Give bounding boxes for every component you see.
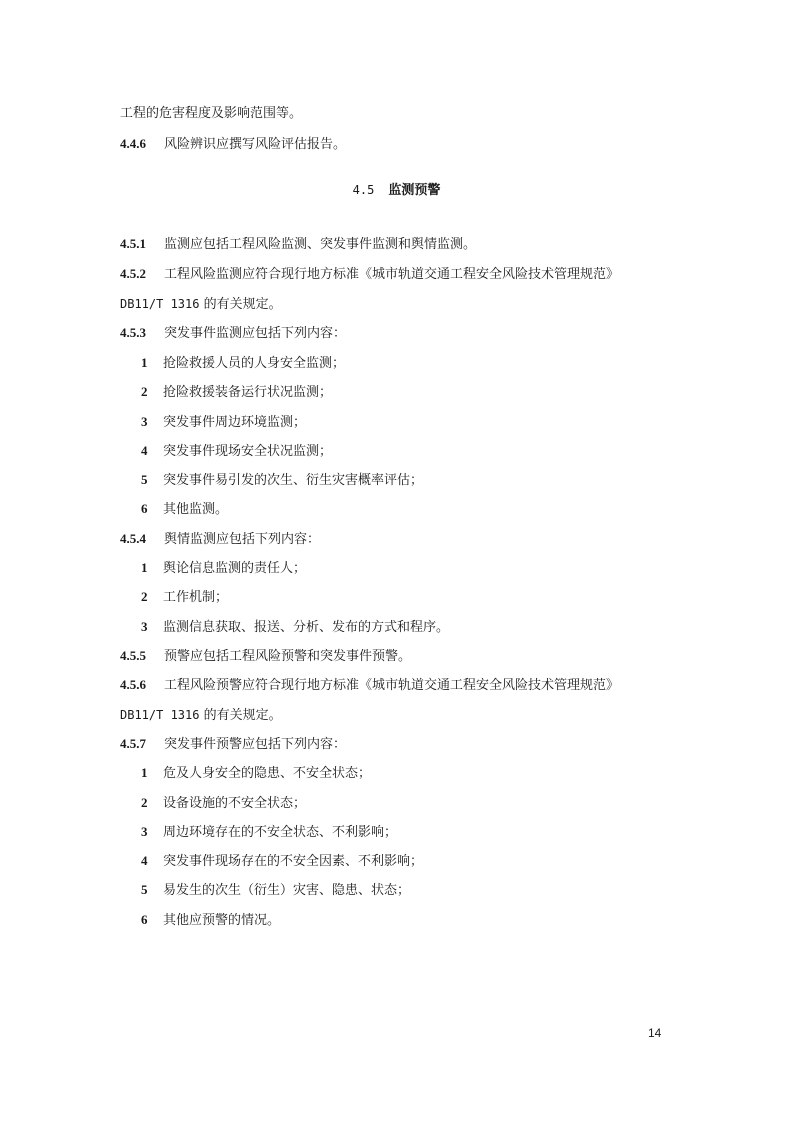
list-item: 2 工作机制； xyxy=(141,589,229,605)
clause-4-5-7 xyxy=(120,736,346,753)
list-item: 6 其他监测。 xyxy=(141,501,229,517)
clause-number: 4.5.4 xyxy=(120,531,146,546)
standard-reference: DB11/T 1316 xyxy=(120,297,200,311)
section-title: 监测预警 xyxy=(388,183,441,198)
clause-number: 4.5.3 xyxy=(120,325,146,340)
clause-text: 预警应包括工程风险预警和突发事件预警。 xyxy=(164,649,412,664)
list-item: 5 突发事件易引发的次生、衍生灾害概率评估； xyxy=(141,472,424,488)
clause-number: 4.5.2 xyxy=(120,266,146,281)
clause-4-5-6-continued xyxy=(120,707,282,724)
list-item: 5 易发生的次生（衍生）灾害、隐患、状态； xyxy=(141,882,411,898)
list-item: 1 舆论信息监测的责任人； xyxy=(141,560,307,576)
clause-4-5-2 xyxy=(120,266,619,283)
clause-4-5-3 xyxy=(120,325,346,342)
clause-number: 4.5.6 xyxy=(120,677,146,692)
clause-text: 监测应包括工程风险监测、突发事件监测和舆情监测。 xyxy=(164,237,477,252)
clause-number: 4.4.6 xyxy=(120,136,146,151)
list-item: 6 其他应预警的情况。 xyxy=(141,912,281,928)
clause-4-5-5 xyxy=(120,648,411,665)
clause-text: 舆情监测应包括下列内容： xyxy=(164,532,321,547)
clause-4-5-6 xyxy=(120,677,619,694)
clause-text: 风险辨识应撰写风险评估报告。 xyxy=(164,137,347,152)
list-item: 2 设备设施的不安全状态； xyxy=(141,795,307,811)
clause-4-4-6 xyxy=(120,136,346,153)
standard-reference: DB11/T 1316 xyxy=(120,708,200,722)
clause-text: 工程风险预警应符合现行地方标准《城市轨道交通工程安全风险技术管理规范》 xyxy=(164,678,620,693)
clause-text: 工程风险监测应符合现行地方标准《城市轨道交通工程安全风险技术管理规范》 xyxy=(164,267,620,282)
list-item: 3 突发事件周边环境监测； xyxy=(141,414,307,430)
list-item: 2 抢险救援装备运行状况监测； xyxy=(141,384,333,400)
clause-text: 突发事件预警应包括下列内容： xyxy=(164,737,347,752)
clause-4-5-2-continued xyxy=(120,296,282,313)
continuation-text: 工程的危害程度及影响范围等。 xyxy=(120,106,303,121)
list-item: 4 突发事件现场安全状况监测； xyxy=(141,443,333,459)
clause-4-5-1 xyxy=(120,236,476,253)
clause-number: 4.5.7 xyxy=(120,736,146,751)
list-item: 4 突发事件现场存在的不安全因素、不利影响； xyxy=(141,853,424,869)
clause-number: 4.5.1 xyxy=(120,236,146,251)
clause-tail: 的有关规定。 xyxy=(203,297,282,312)
section-heading xyxy=(0,182,793,199)
clause-text: 突发事件监测应包括下列内容： xyxy=(164,326,347,341)
list-item: 1 抢险救援人员的人身安全监测； xyxy=(141,355,346,371)
list-item: 3 周边环境存在的不安全状态、不利影响； xyxy=(141,824,398,840)
clause-4-5-4 xyxy=(120,531,320,548)
list-item: 1 危及人身安全的隐患、不安全状态； xyxy=(141,765,372,781)
clause-number: 4.5.5 xyxy=(120,648,146,663)
list-item: 3 监测信息获取、报送、分析、发布的方式和程序。 xyxy=(141,619,450,635)
clause-tail: 的有关规定。 xyxy=(203,708,282,723)
page-number: 14 xyxy=(648,1026,662,1040)
section-number: 4.5 xyxy=(352,183,375,197)
